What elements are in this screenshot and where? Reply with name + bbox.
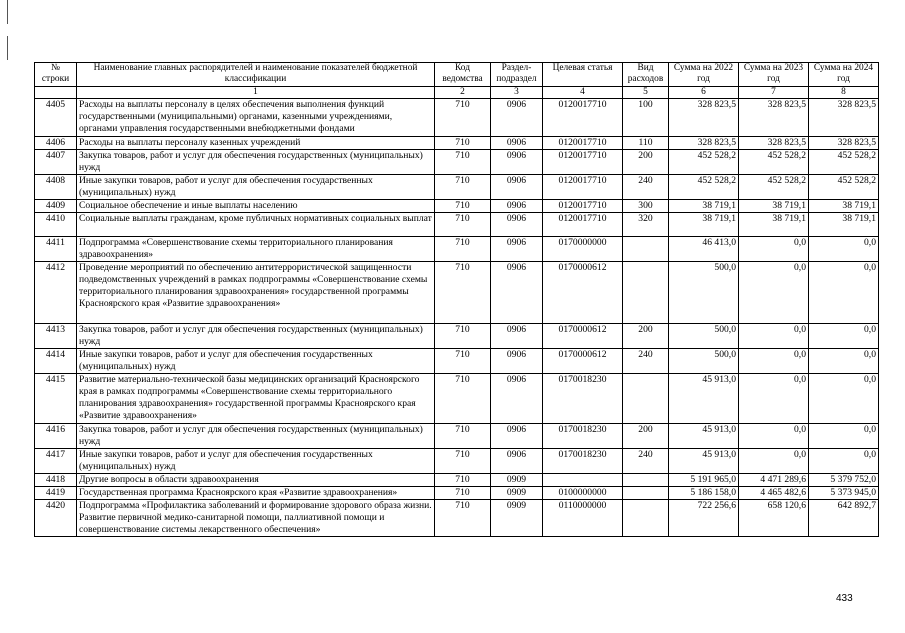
section-code: 0906 bbox=[491, 137, 543, 150]
table-row bbox=[35, 424, 879, 449]
table-row bbox=[35, 213, 879, 237]
section-code: 0906 bbox=[491, 237, 543, 262]
target-item: 0170018230 bbox=[543, 424, 623, 449]
dept-code: 710 bbox=[435, 137, 491, 150]
amount-2022: 500,0 bbox=[669, 324, 739, 349]
header-expense-type: Вид расходов bbox=[623, 63, 669, 87]
margin-line-bottom bbox=[7, 36, 8, 60]
table-row bbox=[35, 374, 879, 424]
amount-2024: 0,0 bbox=[809, 262, 879, 324]
amount-2023: 0,0 bbox=[739, 237, 809, 262]
column-number: 2 bbox=[435, 87, 491, 99]
target-item: 0120017710 bbox=[543, 200, 623, 213]
row-name: Другие вопросы в области здравоохранения bbox=[77, 474, 435, 487]
table-row bbox=[35, 237, 879, 262]
amount-2023: 4 471 289,6 bbox=[739, 474, 809, 487]
amount-2022: 328 823,5 bbox=[669, 137, 739, 150]
dept-code: 710 bbox=[435, 200, 491, 213]
row-number: 4418 bbox=[35, 474, 77, 487]
dept-code: 710 bbox=[435, 213, 491, 237]
amount-2024: 642 892,7 bbox=[809, 500, 879, 537]
amount-2023: 38 719,1 bbox=[739, 213, 809, 237]
column-number: 5 bbox=[623, 87, 669, 99]
row-number: 4416 bbox=[35, 424, 77, 449]
section-code: 0906 bbox=[491, 213, 543, 237]
expense-type bbox=[623, 262, 669, 324]
table-row bbox=[35, 500, 879, 537]
row-number: 4409 bbox=[35, 200, 77, 213]
amount-2022: 452 528,2 bbox=[669, 150, 739, 175]
target-item: 0170000612 bbox=[543, 324, 623, 349]
expense-type: 240 bbox=[623, 349, 669, 374]
row-name: Закупка товаров, работ и услуг для обеспечения государственных (муниципальных) нужд bbox=[77, 324, 435, 349]
amount-2024: 5 373 945,0 bbox=[809, 487, 879, 500]
dept-code: 710 bbox=[435, 449, 491, 474]
section-code: 0906 bbox=[491, 175, 543, 200]
amount-2023: 328 823,5 bbox=[739, 99, 809, 137]
dept-code: 710 bbox=[435, 474, 491, 487]
target-item: 0170000612 bbox=[543, 262, 623, 324]
section-code: 0906 bbox=[491, 374, 543, 424]
row-number: 4406 bbox=[35, 137, 77, 150]
amount-2022: 45 913,0 bbox=[669, 449, 739, 474]
column-number: 4 bbox=[543, 87, 623, 99]
target-item: 0110000000 bbox=[543, 500, 623, 537]
section-code: 0906 bbox=[491, 424, 543, 449]
row-number: 4419 bbox=[35, 487, 77, 500]
header-amount-2023: Сумма на 2023 год bbox=[739, 63, 809, 87]
amount-2023: 0,0 bbox=[739, 349, 809, 374]
column-number-row bbox=[35, 87, 879, 99]
row-number: 4420 bbox=[35, 500, 77, 537]
section-code: 0906 bbox=[491, 262, 543, 324]
row-name: Закупка товаров, работ и услуг для обеспечения государственных (муниципальных) нужд bbox=[77, 424, 435, 449]
row-name: Подпрограмма «Совершенствование схемы территориального планирования здравоохранения» bbox=[77, 237, 435, 262]
amount-2022: 45 913,0 bbox=[669, 424, 739, 449]
amount-2022: 5 186 158,0 bbox=[669, 487, 739, 500]
row-number: 4408 bbox=[35, 175, 77, 200]
dept-code: 710 bbox=[435, 175, 491, 200]
dept-code: 710 bbox=[435, 237, 491, 262]
row-name: Иные закупки товаров, работ и услуг для обеспечения государственных (муниципальных) нужд bbox=[77, 449, 435, 474]
expense-type bbox=[623, 487, 669, 500]
expense-type bbox=[623, 237, 669, 262]
table-row bbox=[35, 487, 879, 500]
row-name: Закупка товаров, работ и услуг для обеспечения государственных (муниципальных) нужд bbox=[77, 150, 435, 175]
dept-code: 710 bbox=[435, 349, 491, 374]
dept-code: 710 bbox=[435, 150, 491, 175]
table-row bbox=[35, 474, 879, 487]
row-number: 4411 bbox=[35, 237, 77, 262]
amount-2023: 0,0 bbox=[739, 449, 809, 474]
header-section: Раздел-подраздел bbox=[491, 63, 543, 87]
amount-2024: 452 528,2 bbox=[809, 150, 879, 175]
amount-2023: 0,0 bbox=[739, 374, 809, 424]
target-item: 0120017710 bbox=[543, 99, 623, 137]
header-dept-code: Код ведомства bbox=[435, 63, 491, 87]
target-item: 0120017710 bbox=[543, 137, 623, 150]
section-code: 0906 bbox=[491, 349, 543, 374]
page-number: 433 bbox=[836, 593, 853, 604]
amount-2022: 38 719,1 bbox=[669, 200, 739, 213]
expense-type: 200 bbox=[623, 324, 669, 349]
column-number bbox=[35, 87, 77, 99]
amount-2023: 4 465 482,6 bbox=[739, 487, 809, 500]
amount-2022: 5 191 965,0 bbox=[669, 474, 739, 487]
amount-2023: 0,0 bbox=[739, 324, 809, 349]
amount-2024: 0,0 bbox=[809, 449, 879, 474]
table-row bbox=[35, 200, 879, 213]
expense-type bbox=[623, 474, 669, 487]
section-code: 0909 bbox=[491, 500, 543, 537]
dept-code: 710 bbox=[435, 374, 491, 424]
table-header-row bbox=[35, 63, 879, 87]
expense-type: 320 bbox=[623, 213, 669, 237]
target-item: 0120017710 bbox=[543, 175, 623, 200]
amount-2022: 328 823,5 bbox=[669, 99, 739, 137]
amount-2022: 452 528,2 bbox=[669, 175, 739, 200]
row-number: 4405 bbox=[35, 99, 77, 137]
amount-2022: 46 413,0 bbox=[669, 237, 739, 262]
expense-type bbox=[623, 374, 669, 424]
dept-code: 710 bbox=[435, 424, 491, 449]
target-item bbox=[543, 474, 623, 487]
amount-2022: 500,0 bbox=[669, 349, 739, 374]
row-name: Проведение мероприятий по обеспечению антитеррористической защищенности подведомственных учреждений в рамках подпрограммы «Совершенствование схемы территориального планирования здравоохранения» государственной программы Красноярского края «Развитие здравоохранения» bbox=[77, 262, 435, 324]
section-code: 0909 bbox=[491, 474, 543, 487]
amount-2023: 658 120,6 bbox=[739, 500, 809, 537]
expense-type: 240 bbox=[623, 449, 669, 474]
expense-type: 200 bbox=[623, 424, 669, 449]
table-row bbox=[35, 175, 879, 200]
budget-table bbox=[34, 62, 879, 537]
row-number: 4413 bbox=[35, 324, 77, 349]
row-number: 4415 bbox=[35, 374, 77, 424]
column-number: 6 bbox=[669, 87, 739, 99]
expense-type: 300 bbox=[623, 200, 669, 213]
table-row bbox=[35, 137, 879, 150]
header-amount-2024: Сумма на 2024 год bbox=[809, 63, 879, 87]
expense-type bbox=[623, 500, 669, 537]
amount-2024: 0,0 bbox=[809, 374, 879, 424]
row-name: Государственная программа Красноярского края «Развитие здравоохранения» bbox=[77, 487, 435, 500]
row-name: Социальное обеспечение и иные выплаты населению bbox=[77, 200, 435, 213]
table-row bbox=[35, 349, 879, 374]
amount-2022: 45 913,0 bbox=[669, 374, 739, 424]
dept-code: 710 bbox=[435, 487, 491, 500]
target-item: 0170000612 bbox=[543, 349, 623, 374]
target-item: 0120017710 bbox=[543, 213, 623, 237]
row-number: 4410 bbox=[35, 213, 77, 237]
amount-2023: 0,0 bbox=[739, 424, 809, 449]
header-amount-2022: Сумма на 2022 год bbox=[669, 63, 739, 87]
section-code: 0906 bbox=[491, 449, 543, 474]
amount-2023: 452 528,2 bbox=[739, 175, 809, 200]
section-code: 0909 bbox=[491, 487, 543, 500]
table-row bbox=[35, 99, 879, 137]
margin-line-top bbox=[7, 0, 8, 24]
dept-code: 710 bbox=[435, 500, 491, 537]
amount-2023: 452 528,2 bbox=[739, 150, 809, 175]
target-item: 0170018230 bbox=[543, 374, 623, 424]
row-name: Иные закупки товаров, работ и услуг для обеспечения государственных (муниципальных) нужд bbox=[77, 349, 435, 374]
expense-type: 200 bbox=[623, 150, 669, 175]
expense-type: 110 bbox=[623, 137, 669, 150]
amount-2024: 0,0 bbox=[809, 237, 879, 262]
row-name: Развитие материально-технической базы медицинских организаций Красноярского края в рамках подпрограммы «Совершенствование схемы территориального планирования здравоохранения» государственной программы Красноярского края «Развитие здравоохранения» bbox=[77, 374, 435, 424]
amount-2024: 328 823,5 bbox=[809, 99, 879, 137]
row-name: Расходы на выплаты персоналу в целях обеспечения выполнения функций государственными (муниципальными) органами, казенными учреждениями, органами управления государственными внебюджетными фондами bbox=[77, 99, 435, 137]
column-number: 7 bbox=[739, 87, 809, 99]
dept-code: 710 bbox=[435, 324, 491, 349]
section-code: 0906 bbox=[491, 99, 543, 137]
table-row bbox=[35, 449, 879, 474]
amount-2024: 5 379 752,0 bbox=[809, 474, 879, 487]
amount-2024: 0,0 bbox=[809, 424, 879, 449]
table-row bbox=[35, 150, 879, 175]
amount-2023: 38 719,1 bbox=[739, 200, 809, 213]
column-number: 8 bbox=[809, 87, 879, 99]
table-row bbox=[35, 324, 879, 349]
expense-type: 240 bbox=[623, 175, 669, 200]
column-number: 1 bbox=[77, 87, 435, 99]
amount-2024: 0,0 bbox=[809, 324, 879, 349]
target-item: 0100000000 bbox=[543, 487, 623, 500]
amount-2024: 452 528,2 bbox=[809, 175, 879, 200]
dept-code: 710 bbox=[435, 99, 491, 137]
section-code: 0906 bbox=[491, 200, 543, 213]
amount-2022: 500,0 bbox=[669, 262, 739, 324]
section-code: 0906 bbox=[491, 150, 543, 175]
target-item: 0170018230 bbox=[543, 449, 623, 474]
row-number: 4414 bbox=[35, 349, 77, 374]
row-number: 4417 bbox=[35, 449, 77, 474]
table-row bbox=[35, 262, 879, 324]
amount-2024: 38 719,1 bbox=[809, 200, 879, 213]
row-number: 4407 bbox=[35, 150, 77, 175]
section-code: 0906 bbox=[491, 324, 543, 349]
header-row-number: № строки bbox=[35, 63, 77, 87]
column-number: 3 bbox=[491, 87, 543, 99]
amount-2023: 0,0 bbox=[739, 262, 809, 324]
dept-code: 710 bbox=[435, 262, 491, 324]
amount-2024: 328 823,5 bbox=[809, 137, 879, 150]
target-item: 0120017710 bbox=[543, 150, 623, 175]
expense-type: 100 bbox=[623, 99, 669, 137]
row-number: 4412 bbox=[35, 262, 77, 324]
header-target-item: Целевая статья bbox=[543, 63, 623, 87]
header-name: Наименование главных распорядителей и наименование показателей бюджетной классификации bbox=[77, 63, 435, 87]
amount-2023: 328 823,5 bbox=[739, 137, 809, 150]
row-name: Подпрограмма «Профилактика заболеваний и формирование здорового образа жизни. Развитие первичной медико-санитарной помощи, паллиативной помощи и совершенствование системы лекарственного обеспечения» bbox=[77, 500, 435, 537]
row-name: Социальные выплаты гражданам, кроме публичных нормативных социальных выплат bbox=[77, 213, 435, 237]
amount-2022: 722 256,6 bbox=[669, 500, 739, 537]
row-name: Расходы на выплаты персоналу казенных учреждений bbox=[77, 137, 435, 150]
amount-2024: 38 719,1 bbox=[809, 213, 879, 237]
amount-2022: 38 719,1 bbox=[669, 213, 739, 237]
amount-2024: 0,0 bbox=[809, 349, 879, 374]
row-name: Иные закупки товаров, работ и услуг для обеспечения государственных (муниципальных) нужд bbox=[77, 175, 435, 200]
target-item: 0170000000 bbox=[543, 237, 623, 262]
